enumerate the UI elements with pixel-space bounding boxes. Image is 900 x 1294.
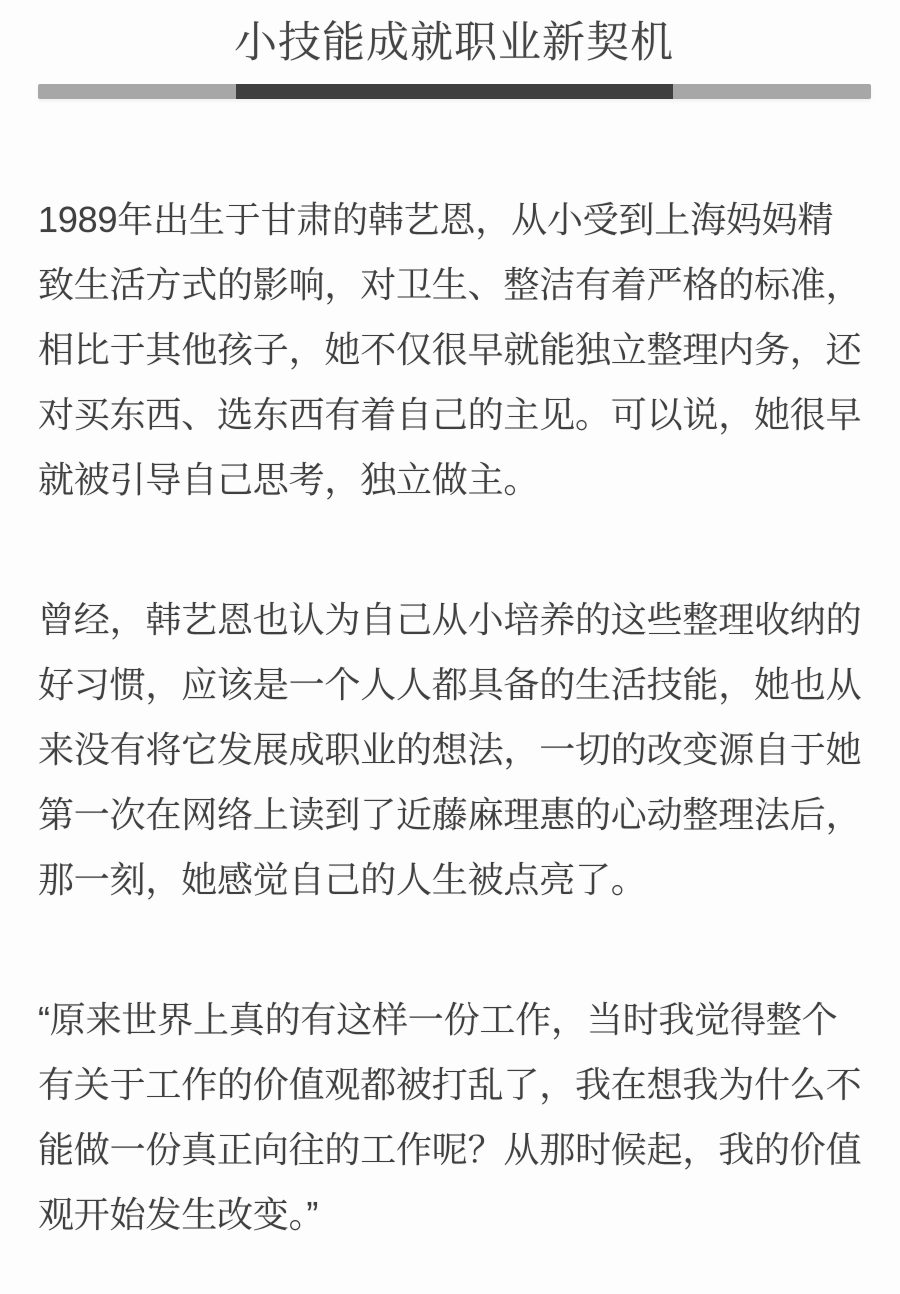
paragraph-2-line-4: 第一次在网络上读到了近藤麻理惠的心动整理法后， [38,794,862,835]
page-title: 小技能成就职业新契机 [234,19,674,67]
divider-segment-middle [236,84,673,99]
paragraph-3 [38,987,870,1247]
paragraph-1-line-3: 相比于其他孩子，她不仅很早就能独立整理内务，还 [38,329,862,370]
article-page [0,14,900,1294]
paragraph-1-line-4: 对买东西、选东西有着自己的主见。可以说，她很早 [38,394,862,435]
divider-segment-right [673,84,871,99]
paragraph-2-line-3: 来没有将它发展成职业的想法，一切的改变源自于她 [38,729,862,770]
paragraph-3-line-3: 能做一份真正向往的工作呢？从那时候起，我的价值 [38,1129,862,1170]
paragraph-2 [38,587,870,912]
paragraph-1-line-2: 致生活方式的影响，对卫生、整洁有着严格的标准， [38,264,862,305]
paragraph-3-line-1: “原来世界上真的有这样一份工作，当时我觉得整个 [38,999,838,1040]
paragraph-2-line-1: 曾经，韩艺恩也认为自己从小培养的这些整理收纳的 [38,599,862,640]
paragraph-1-line-1: 1989年出生于甘肃的韩艺恩，从小受到上海妈妈精 [38,199,834,240]
paragraph-1-line-5: 就被引导自己思考，独立做主。 [38,459,540,500]
paragraph-2-line-2: 好习惯，应该是一个人人都具备的生活技能，她也从 [38,664,862,705]
paragraph-1 [38,187,870,512]
paragraph-3-line-2: 有关于工作的价值观都被打乱了，我在想我为什么不 [38,1064,862,1105]
paragraph-3-line-4: 观开始发生改变。” [38,1194,319,1235]
divider-segment-left [38,84,236,99]
paragraph-2-line-5: 那一刻，她感觉自己的人生被点亮了。 [38,859,647,900]
title-divider-bar [38,84,871,99]
